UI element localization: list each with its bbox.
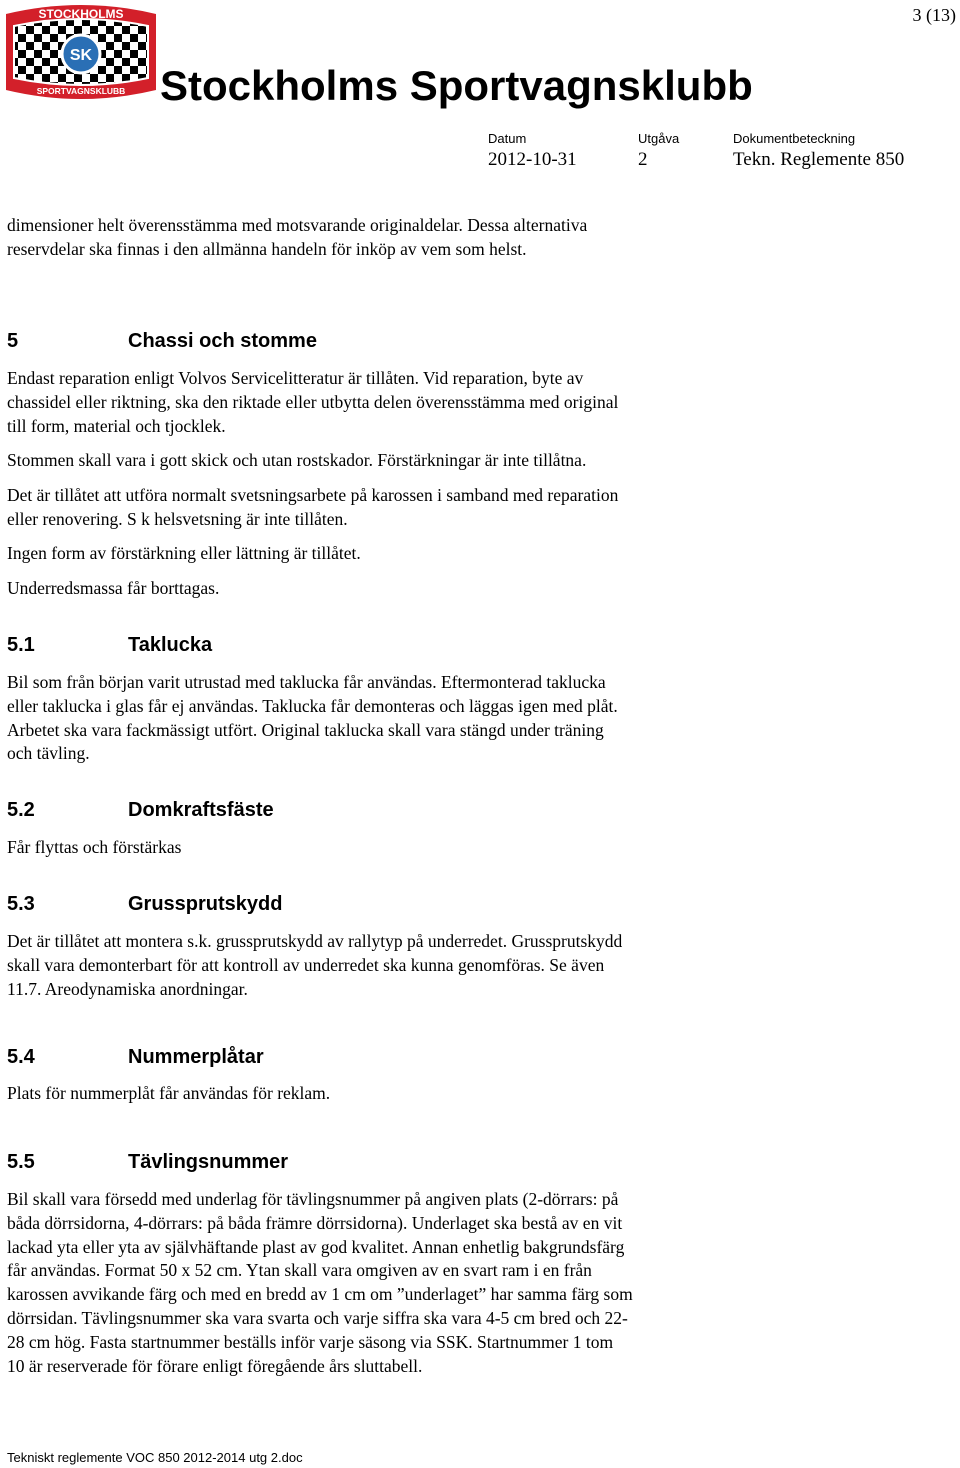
text-line: eller taklucka i glas får ej användas. Taklucka får demonteras och läggas igen med plåt. [7, 695, 618, 716]
text-line: lackad yta eller yta av självhäftande plast av god kvalitet. Annan enhetlig bakgrundsfärg [7, 1236, 625, 1257]
page-footer: Tekniskt reglemente VOC 850 2012-2014 utg 2.doc [7, 1450, 303, 1465]
club-logo [2, 2, 160, 102]
logo-bottom-text: SPORTVAGNSKLUBB [36, 86, 126, 96]
section-title: Tävlingsnummer [128, 1151, 289, 1173]
text-line: Det är tillåtet att utföra normalt svetsningsarbete på karossen i samband med reparation [7, 485, 619, 505]
text-line: och tävling. [7, 743, 90, 764]
section-body-5-p5 [7, 577, 787, 601]
section-body-5-4 [7, 1082, 787, 1106]
date-value: 2012-10-31 [488, 149, 577, 170]
text-line: Endast reparation enligt Volvos Servicelitteratur är tillåten. Vid reparation, byte av [7, 368, 584, 388]
logo-emblem-text: SK [69, 47, 93, 64]
text-line: chassidel eller riktning, ska den riktade eller utbytta delen överensstämma med original [7, 391, 619, 412]
section-body-5-3 [7, 930, 787, 1001]
text-line: får användas. Format 50 x 52 cm. Ytan skall vara omgiven av en svart ram i en från [7, 1260, 592, 1281]
section-title: Domkraftsfäste [128, 799, 274, 821]
text-line: eller renovering. S k helsvetsning är inte tillåten. [7, 508, 348, 529]
section-number: 5 [7, 330, 19, 352]
section-body-5 [7, 367, 787, 438]
doc-value: Tekn. Reglemente 850 [733, 149, 905, 170]
text-line: Det är tillåtet att montera s.k. grussprutskydd av rallytyp på underredet. Grussprutskydd [7, 931, 623, 951]
edition-value: 2 [638, 149, 648, 170]
text-line: Bil skall vara försedd med underlag för tävlingsnummer på angiven plats (2-dörrars: på [7, 1189, 619, 1209]
section-body-5-1 [7, 671, 787, 766]
intro-paragraph [7, 214, 787, 262]
edition-label: Utgåva [638, 131, 680, 146]
text-line: 28 cm hög. Fasta startnummer beställs inför varje säsong via SSK. Startnummer 1 tom [7, 1331, 614, 1352]
text-line: Stommen skall vara i gott skick och utan rostskador. Förstärkningar är inte tillåtna. [7, 450, 587, 470]
text-line: karossen avvikande färg och med en bredd av 1 cm om ”underlaget” har samma färg som [7, 1284, 633, 1305]
section-body-5-2 [7, 836, 787, 860]
text-line: reservdelar ska finnas i den allmänna handeln för inköp av vem som helst. [7, 238, 527, 259]
section-body-5-5 [7, 1188, 787, 1378]
text-line: Arbetet ska vara fackmässigt utfört. Original taklucka skall vara stängd under träning [7, 719, 604, 740]
section-number: 5.1 [7, 634, 35, 656]
text-line: Ingen form av förstärkning eller lättning är tillåtet. [7, 543, 361, 563]
section-number: 5.3 [7, 893, 35, 915]
section-body-5-p3 [7, 484, 787, 532]
text-line: Underredsmassa får borttagas. [7, 578, 220, 598]
section-title: Nummerplåtar [128, 1046, 264, 1068]
text-line: Plats för nummerplåt får användas för reklam. [7, 1083, 331, 1103]
text-line: till form, material och tjocklek. [7, 415, 226, 436]
org-name: Stockholms Sportvagnsklubb [160, 62, 753, 109]
section-body-5-p2 [7, 449, 787, 473]
doc-label: Dokumentbeteckning [733, 131, 856, 146]
section-number: 5.4 [7, 1046, 35, 1068]
text-line: Bil som från början varit utrustad med taklucka får användas. Eftermonterad taklucka [7, 672, 606, 692]
text-line: båda dörrsidorna, 4-dörrars: på båda främre dörrsidorna). Underlaget ska bestå av en vit [7, 1212, 623, 1233]
section-number: 5.2 [7, 799, 35, 821]
section-title: Chassi och stomme [128, 330, 317, 352]
section-title: Grussprutskydd [128, 893, 283, 915]
date-label: Datum [488, 131, 527, 146]
text-line: dörrsidan. Tävlingsnummer ska vara svarta och varje siffra ska vara 4-5 cm bred och 22- [7, 1307, 628, 1328]
section-body-5-p4 [7, 542, 787, 566]
text-line: dimensioner helt överensstämma med motsvarande originaldelar. Dessa alternativa [7, 215, 588, 235]
section-title: Taklucka [128, 634, 213, 656]
text-line: 10 är reserverade för förare enligt föregående års sluttabell. [7, 1355, 423, 1376]
text-line: 11.7. Areodynamiska anordningar. [7, 978, 248, 999]
section-number: 5.5 [7, 1151, 35, 1173]
text-line: skall vara demonterbart för att kontroll av underredet ska kunna genomföras. Se även [7, 954, 605, 975]
logo-top-text: STOCKHOLMS [38, 7, 124, 21]
text-line: Får flyttas och förstärkas [7, 837, 182, 857]
page-number: 3 (13) [912, 5, 956, 25]
